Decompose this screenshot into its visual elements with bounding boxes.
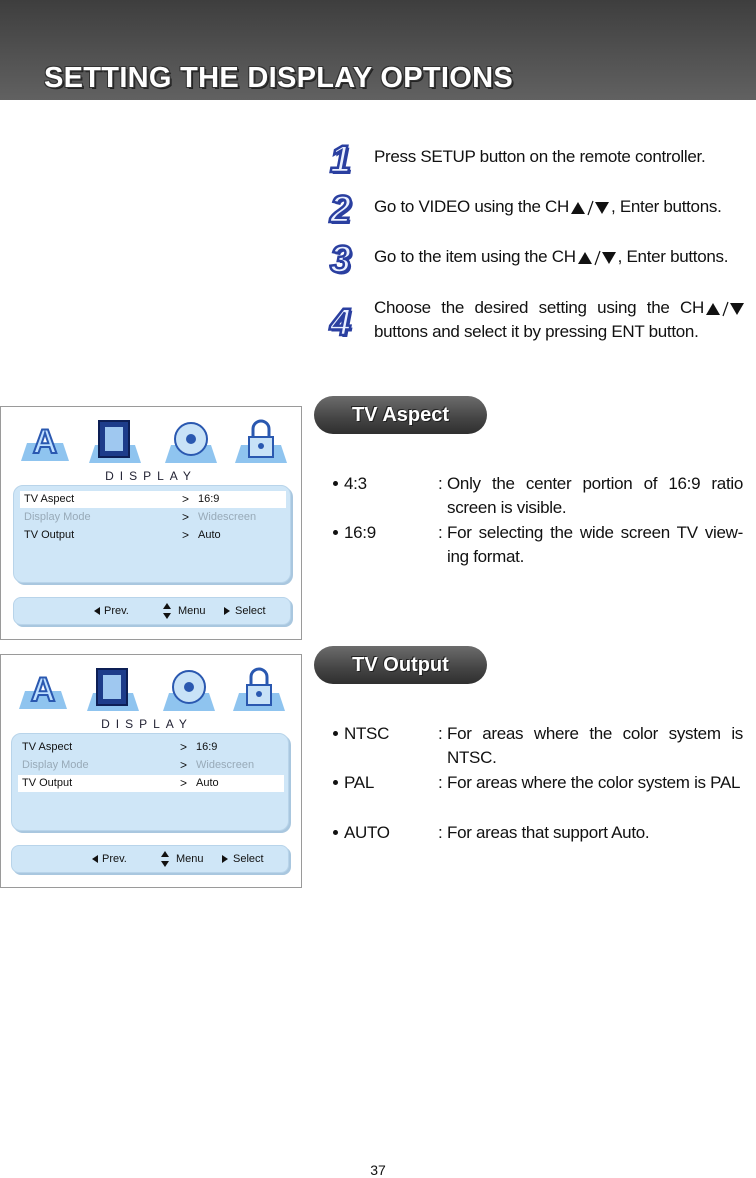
list-item: [333, 472, 743, 520]
menu-row-tv-aspect[interactable]: [18, 739, 284, 756]
nav-bar: [11, 845, 289, 873]
bullet-icon: [333, 780, 338, 785]
display-tab-icon: [83, 661, 143, 715]
up-down-icon: [160, 850, 170, 871]
item-colon: :: [438, 773, 443, 792]
audio-tab-icon: [15, 413, 75, 467]
tv-aspect-heading: TV Aspect: [314, 396, 487, 434]
triangle-right-icon: [222, 855, 228, 863]
svg-text:A: A: [32, 423, 58, 461]
page-number: 37: [370, 1162, 386, 1178]
arrow-right-icon: >: [180, 758, 188, 772]
bullet-icon: [333, 481, 338, 486]
step-number: 4: [330, 302, 352, 344]
ch-up-down-icon: [569, 200, 611, 216]
select-button[interactable]: Select: [222, 853, 264, 865]
item-colon: :: [438, 823, 443, 842]
menu-row-display-mode[interactable]: [18, 757, 284, 774]
step-text: Choose the desired setting using the CH buttons and select it by pressing ENT button.: [374, 296, 746, 344]
item-label: 16:9: [344, 523, 376, 542]
item-colon: :: [438, 474, 443, 493]
item-description: For selecting the wide screen TV view-ing format.: [447, 523, 743, 566]
row-label: Display Mode: [24, 511, 91, 523]
svg-text:A: A: [30, 671, 56, 709]
row-label: Display Mode: [22, 759, 89, 771]
item-description: For areas where the color system is NTSC.: [447, 724, 743, 767]
arrow-right-icon: >: [182, 492, 190, 506]
up-down-icon: [162, 602, 172, 623]
step-4: [330, 296, 750, 346]
arrow-right-icon: >: [182, 528, 190, 542]
item-description: For areas where the color system is PAL: [447, 773, 741, 792]
ch-up-down-icon: [576, 250, 618, 266]
row-label: TV Output: [24, 529, 75, 541]
page-title: SETTING THE DISPLAY OPTIONS: [44, 62, 513, 94]
lock-tab-icon: [229, 661, 289, 715]
disc-tab-icon: [159, 661, 219, 715]
step-text: Press SETUP button on the remote controller.: [374, 147, 706, 166]
osd-icon-bar: [1, 655, 301, 719]
item-description: Only the center portion of 16:9 ratio screen is visible.: [447, 474, 743, 517]
display-menu-title: DISPLAY: [105, 469, 197, 483]
menu-row-tv-output[interactable]: [20, 527, 286, 544]
step-text: Go to VIDEO using the CH , Enter buttons.: [374, 197, 722, 216]
ch-up-down-icon: [704, 301, 746, 317]
item-label: AUTO: [344, 823, 390, 842]
item-colon: :: [438, 724, 443, 743]
arrow-right-icon: >: [180, 776, 188, 790]
arrow-right-icon: >: [182, 510, 190, 524]
triangle-right-icon: [224, 607, 230, 615]
list-item: [333, 722, 743, 770]
display-menu-title: DISPLAY: [101, 717, 193, 731]
item-label: PAL: [344, 773, 374, 792]
step-2: [330, 189, 750, 231]
step-1: [330, 139, 750, 181]
triangle-left-icon: [94, 607, 100, 615]
select-button[interactable]: Select: [224, 605, 266, 617]
row-label: TV Aspect: [24, 493, 75, 505]
disc-tab-icon: [161, 413, 221, 467]
osd-screen-tv-aspect: [0, 406, 302, 640]
triangle-left-icon: [92, 855, 98, 863]
row-value: Auto: [196, 777, 219, 789]
nav-bar: [13, 597, 291, 625]
osd-screen-tv-output: [0, 654, 302, 888]
arrow-right-icon: >: [180, 740, 188, 754]
row-value: Widescreen: [196, 759, 255, 771]
osd-icon-bar: [1, 407, 301, 471]
step-number: 2: [330, 189, 352, 231]
list-item: [333, 821, 743, 847]
display-tab-icon: [85, 413, 145, 467]
menu-button[interactable]: Menu: [176, 853, 204, 865]
item-label: NTSC: [344, 724, 390, 743]
row-value: Widescreen: [198, 511, 257, 523]
settings-panel: [13, 485, 291, 583]
item-description: For areas that support Auto.: [447, 823, 650, 842]
row-value: Auto: [198, 529, 221, 541]
settings-panel: [11, 733, 289, 831]
tv-output-heading: TV Output: [314, 646, 487, 684]
menu-row-display-mode[interactable]: [20, 509, 286, 526]
prev-button[interactable]: Prev.: [94, 605, 129, 617]
list-item: [333, 521, 743, 569]
item-label: 4:3: [344, 474, 367, 493]
menu-row-tv-aspect[interactable]: [20, 491, 286, 508]
menu-button[interactable]: Menu: [178, 605, 206, 617]
prev-button[interactable]: Prev.: [92, 853, 127, 865]
step-number: 3: [330, 239, 352, 281]
lock-tab-icon: [231, 413, 291, 467]
row-value: 16:9: [196, 741, 218, 753]
menu-row-tv-output[interactable]: [18, 775, 284, 792]
item-colon: :: [438, 523, 443, 542]
step-text: Go to the item using the CH , Enter buttons.: [374, 247, 729, 266]
row-label: TV Output: [22, 777, 73, 789]
header-bar: [0, 0, 756, 100]
step-number: 1: [330, 139, 352, 181]
bullet-icon: [333, 530, 338, 535]
step-3: [330, 239, 750, 281]
bullet-icon: [333, 731, 338, 736]
row-value: 16:9: [198, 493, 220, 505]
list-item: [333, 771, 743, 819]
row-label: TV Aspect: [22, 741, 73, 753]
bullet-icon: [333, 830, 338, 835]
audio-tab-icon: [13, 661, 73, 715]
